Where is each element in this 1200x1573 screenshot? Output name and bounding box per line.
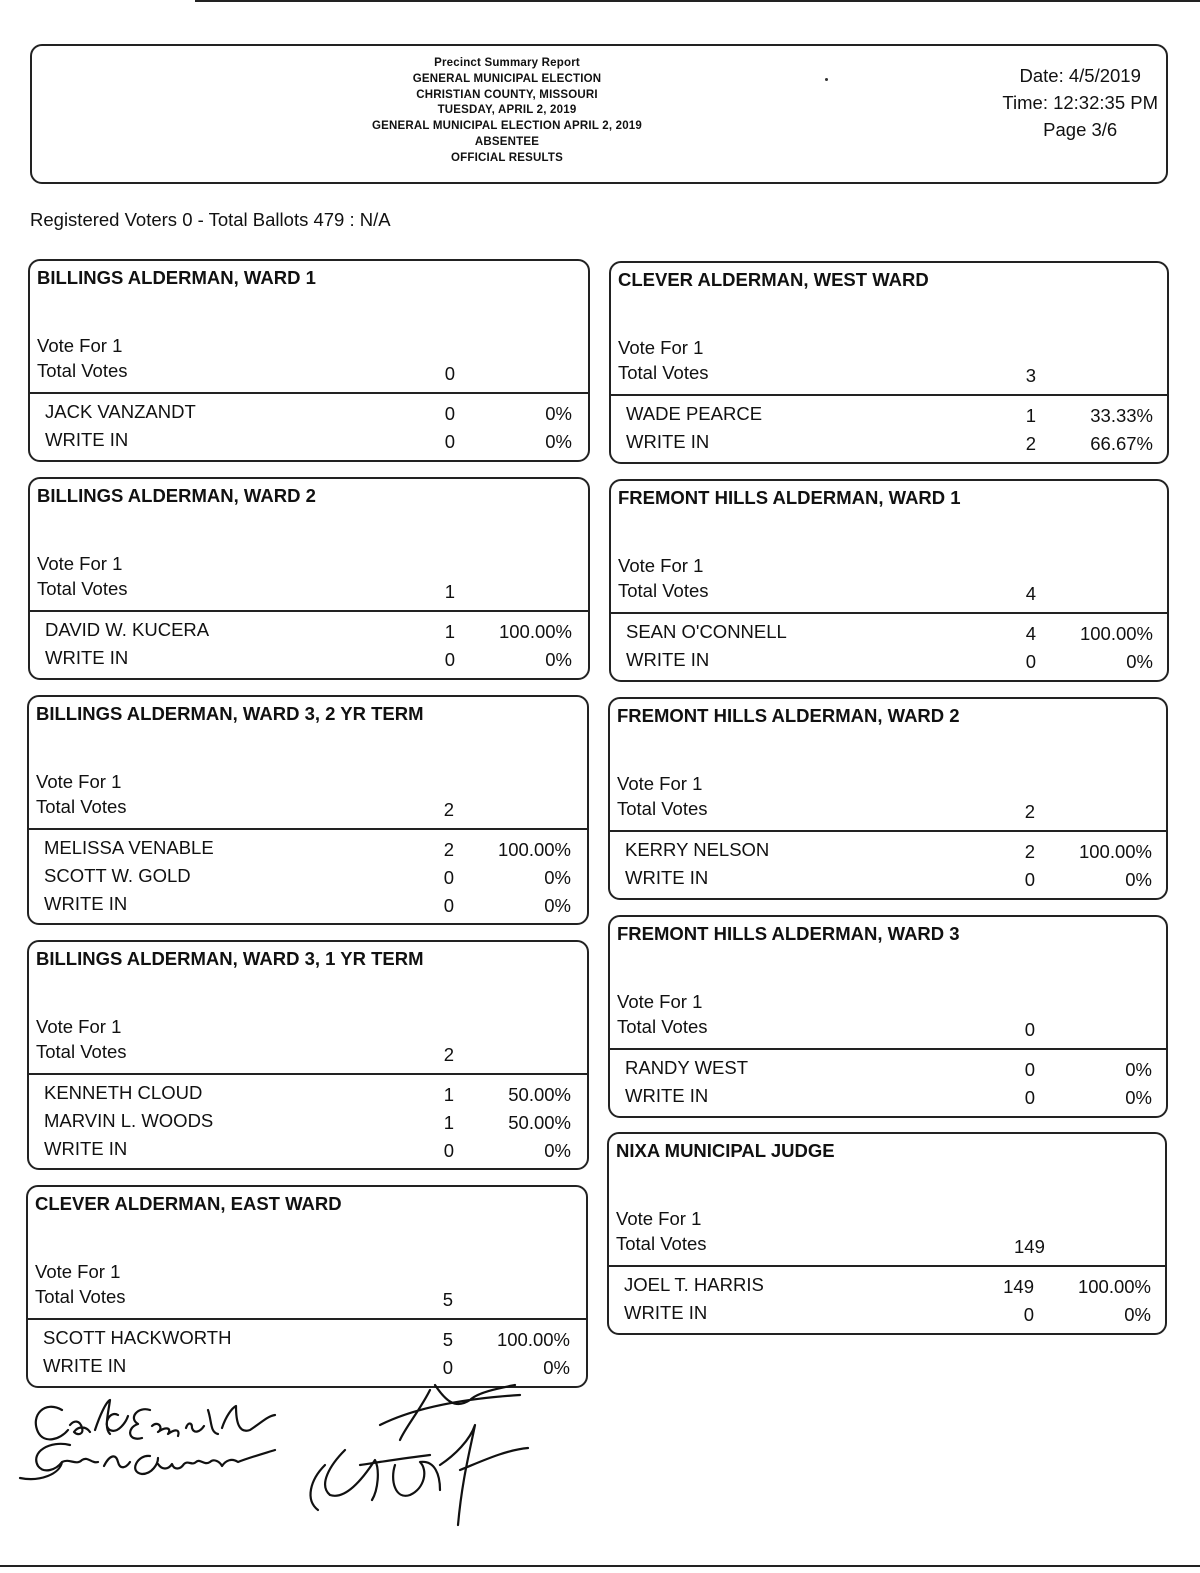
contest-title: CLEVER ALDERMAN, EAST WARD: [35, 1193, 342, 1214]
jurisdiction: CHRISTIAN COUNTY, MISSOURI: [416, 88, 598, 101]
candidate-percent: 0%: [545, 649, 572, 670]
candidate-name: SCOTT W. GOLD: [44, 865, 191, 886]
contest-clever-west-ward: [609, 261, 1169, 464]
report-title-block: [332, 56, 682, 167]
total-votes-value: 2: [443, 1044, 454, 1065]
total-votes-value: 0: [1024, 1019, 1035, 1040]
candidate-name: WRITE IN: [626, 431, 710, 452]
candidate-votes: 2: [1024, 841, 1035, 862]
divider: [29, 1073, 587, 1075]
candidate-row: [29, 837, 587, 865]
contest-billings-ward-2: [28, 477, 590, 680]
election-date: TUESDAY, APRIL 2, 2019: [437, 104, 577, 117]
report-date: Date: 4/5/2019: [1019, 65, 1141, 86]
total-votes-value: 3: [1025, 365, 1036, 386]
candidate-percent: 50.00%: [508, 1112, 571, 1133]
contest-fremont-hills-ward-3: [608, 915, 1168, 1118]
divider: [611, 612, 1167, 614]
candidate-name: WRITE IN: [625, 1085, 709, 1106]
total-votes-label: Total Votes: [37, 360, 128, 381]
total-votes-value: 5: [442, 1289, 453, 1310]
candidate-votes: 149: [1003, 1276, 1034, 1297]
candidate-percent: 0%: [1126, 651, 1153, 672]
registered-voters-line: Registered Voters 0 - Total Ballots 479 : N/A: [30, 209, 391, 230]
contest-billings-ward-3-2yr: [27, 695, 589, 925]
candidate-name: SCOTT HACKWORTH: [43, 1327, 232, 1348]
candidate-row: [29, 1082, 587, 1110]
top-rule: [195, 0, 1200, 2]
candidate-name: WRITE IN: [626, 649, 710, 670]
contest-billings-ward-1: [28, 259, 590, 462]
contest-title: FREMONT HILLS ALDERMAN, WARD 2: [617, 705, 960, 726]
candidate-percent: 0%: [1125, 1087, 1152, 1108]
candidate-name: WRITE IN: [625, 867, 709, 888]
vote-for-label: Vote For 1: [618, 337, 704, 358]
candidate-name: WRITE IN: [44, 1138, 128, 1159]
candidate-name: WRITE IN: [43, 1355, 127, 1376]
vote-for-label: Vote For 1: [37, 553, 123, 574]
total-votes-label: Total Votes: [618, 580, 709, 601]
candidate-votes: 0: [442, 1357, 453, 1378]
contest-clever-east-ward: [26, 1185, 588, 1388]
vote-for-label: Vote For 1: [616, 1208, 702, 1229]
candidate-row: [29, 1110, 587, 1138]
candidate-percent: 0%: [1124, 1304, 1151, 1325]
signature-2: [311, 1385, 528, 1525]
report-title: Precinct Summary Report: [434, 57, 580, 69]
contest-nixa-municipal-judge: [607, 1132, 1167, 1335]
candidate-name: JOEL T. HARRIS: [624, 1274, 764, 1295]
candidate-row: [610, 1085, 1166, 1113]
candidate-votes: 0: [444, 649, 455, 670]
total-votes-value: 4: [1025, 583, 1036, 604]
candidate-votes: 0: [443, 867, 454, 888]
candidate-row: [611, 431, 1167, 459]
election-full-name: GENERAL MUNICIPAL ELECTION APRIL 2, 2019: [372, 120, 642, 133]
candidate-row: [30, 647, 588, 675]
total-votes-label: Total Votes: [35, 1286, 126, 1307]
contest-title: NIXA MUNICIPAL JUDGE: [616, 1140, 835, 1161]
candidate-votes: 5: [442, 1329, 453, 1350]
candidate-row: [611, 649, 1167, 677]
candidate-votes: 2: [443, 839, 454, 860]
bottom-rule: [0, 1565, 1200, 1567]
candidate-votes: 0: [1024, 869, 1035, 890]
total-votes-label: Total Votes: [617, 798, 708, 819]
candidate-name: DAVID W. KUCERA: [45, 619, 210, 640]
contest-title: BILLINGS ALDERMAN, WARD 3, 2 YR TERM: [36, 703, 424, 724]
contest-fremont-hills-ward-2: [608, 697, 1168, 900]
candidate-name: RANDY WEST: [625, 1057, 749, 1078]
candidate-percent: 0%: [544, 867, 571, 888]
candidate-percent: 0%: [1125, 869, 1152, 890]
candidate-row: [610, 1057, 1166, 1085]
candidate-row: [28, 1327, 586, 1355]
candidate-percent: 33.33%: [1090, 405, 1153, 426]
candidate-name: MELISSA VENABLE: [44, 837, 214, 858]
candidate-percent: 0%: [1125, 1059, 1152, 1080]
signatures: [0, 1370, 560, 1530]
candidate-row: [29, 865, 587, 893]
candidate-percent: 100.00%: [1079, 623, 1153, 644]
divider: [29, 828, 587, 830]
candidate-votes: 1: [1025, 405, 1036, 426]
candidate-percent: 0%: [543, 1357, 570, 1378]
ballot-group: ABSENTEE: [474, 135, 540, 148]
divider: [28, 1318, 586, 1320]
candidate-percent: 100.00%: [1078, 841, 1152, 862]
candidate-percent: 100.00%: [1077, 1276, 1151, 1297]
contest-title: BILLINGS ALDERMAN, WARD 1: [37, 267, 316, 288]
candidate-percent: 0%: [544, 895, 571, 916]
total-votes-label: Total Votes: [36, 1041, 127, 1062]
candidate-percent: 66.67%: [1090, 433, 1153, 454]
candidate-name: KERRY NELSON: [625, 839, 770, 860]
total-votes-label: Total Votes: [616, 1233, 707, 1254]
vote-for-label: Vote For 1: [37, 335, 123, 356]
contest-title: FREMONT HILLS ALDERMAN, WARD 1: [618, 487, 961, 508]
total-votes-value: 0: [444, 363, 455, 384]
total-votes-value: 1: [444, 581, 455, 602]
vote-for-label: Vote For 1: [36, 1016, 122, 1037]
candidate-votes: 0: [1023, 1304, 1034, 1325]
candidate-votes: 4: [1025, 623, 1036, 644]
candidate-votes: 0: [1024, 1087, 1035, 1108]
candidate-votes: 1: [443, 1084, 454, 1105]
total-votes-value: 149: [1014, 1236, 1045, 1257]
vote-for-label: Vote For 1: [36, 771, 122, 792]
report-meta: [1002, 62, 1158, 143]
election-name: GENERAL MUNICIPAL ELECTION: [412, 72, 602, 85]
contest-title: BILLINGS ALDERMAN, WARD 2: [37, 485, 316, 506]
candidate-name: WRITE IN: [45, 429, 129, 450]
candidate-percent: 0%: [545, 403, 572, 424]
candidate-name: SEAN O'CONNELL: [626, 621, 787, 642]
divider: [30, 392, 588, 394]
divider: [611, 394, 1167, 396]
report-header: [30, 44, 1168, 184]
candidate-votes: 0: [443, 895, 454, 916]
candidate-percent: 0%: [544, 1140, 571, 1161]
candidate-row: [609, 1274, 1165, 1302]
candidate-votes: 0: [443, 1140, 454, 1161]
candidate-row: [29, 1138, 587, 1166]
total-votes-label: Total Votes: [37, 578, 128, 599]
total-votes-value: 2: [1024, 801, 1035, 822]
divider: [30, 610, 588, 612]
total-votes-label: Total Votes: [36, 796, 127, 817]
results-status: OFFICIAL RESULTS: [450, 151, 564, 164]
total-votes-label: Total Votes: [618, 362, 709, 383]
contest-title: CLEVER ALDERMAN, WEST WARD: [618, 269, 929, 290]
contest-fremont-hills-ward-1: [609, 479, 1169, 682]
divider: [609, 1265, 1165, 1267]
candidate-votes: 1: [444, 621, 455, 642]
signature-1: [20, 1400, 275, 1479]
candidate-name: WRITE IN: [44, 893, 128, 914]
candidate-row: [610, 839, 1166, 867]
total-votes-value: 2: [443, 799, 454, 820]
candidate-row: [30, 401, 588, 429]
candidate-percent: 100.00%: [497, 839, 571, 860]
candidate-votes: 1: [443, 1112, 454, 1133]
contest-title: BILLINGS ALDERMAN, WARD 3, 1 YR TERM: [36, 948, 424, 969]
candidate-name: WRITE IN: [624, 1302, 708, 1323]
candidate-name: KENNETH CLOUD: [44, 1082, 203, 1103]
divider: [610, 830, 1166, 832]
candidate-votes: 0: [1025, 651, 1036, 672]
candidate-percent: 0%: [545, 431, 572, 452]
contest-billings-ward-3-1yr: [27, 940, 589, 1170]
candidate-percent: 50.00%: [508, 1084, 571, 1105]
divider: [610, 1048, 1166, 1050]
candidate-row: [29, 893, 587, 921]
candidate-name: JACK VANZANDT: [45, 401, 196, 422]
candidate-percent: 100.00%: [496, 1329, 570, 1350]
candidate-row: [611, 403, 1167, 431]
candidate-name: WRITE IN: [45, 647, 129, 668]
stray-mark: [825, 78, 828, 81]
candidate-votes: 0: [444, 403, 455, 424]
vote-for-label: Vote For 1: [617, 773, 703, 794]
candidate-row: [30, 429, 588, 457]
vote-for-label: Vote For 1: [35, 1261, 121, 1282]
page-number: Page 3/6: [1043, 119, 1118, 140]
vote-for-label: Vote For 1: [617, 991, 703, 1012]
candidate-votes: 0: [444, 431, 455, 452]
candidate-row: [609, 1302, 1165, 1330]
candidate-row: [611, 621, 1167, 649]
vote-for-label: Vote For 1: [618, 555, 704, 576]
total-votes-label: Total Votes: [617, 1016, 708, 1037]
candidate-name: WADE PEARCE: [626, 403, 763, 424]
candidate-row: [610, 867, 1166, 895]
report-time: Time: 12:32:35 PM: [1002, 92, 1158, 113]
candidate-percent: 100.00%: [498, 621, 572, 642]
candidate-votes: 0: [1024, 1059, 1035, 1080]
candidate-votes: 2: [1025, 433, 1036, 454]
candidate-row: [30, 619, 588, 647]
candidate-name: MARVIN L. WOODS: [44, 1110, 214, 1131]
contest-title: FREMONT HILLS ALDERMAN, WARD 3: [617, 923, 960, 944]
